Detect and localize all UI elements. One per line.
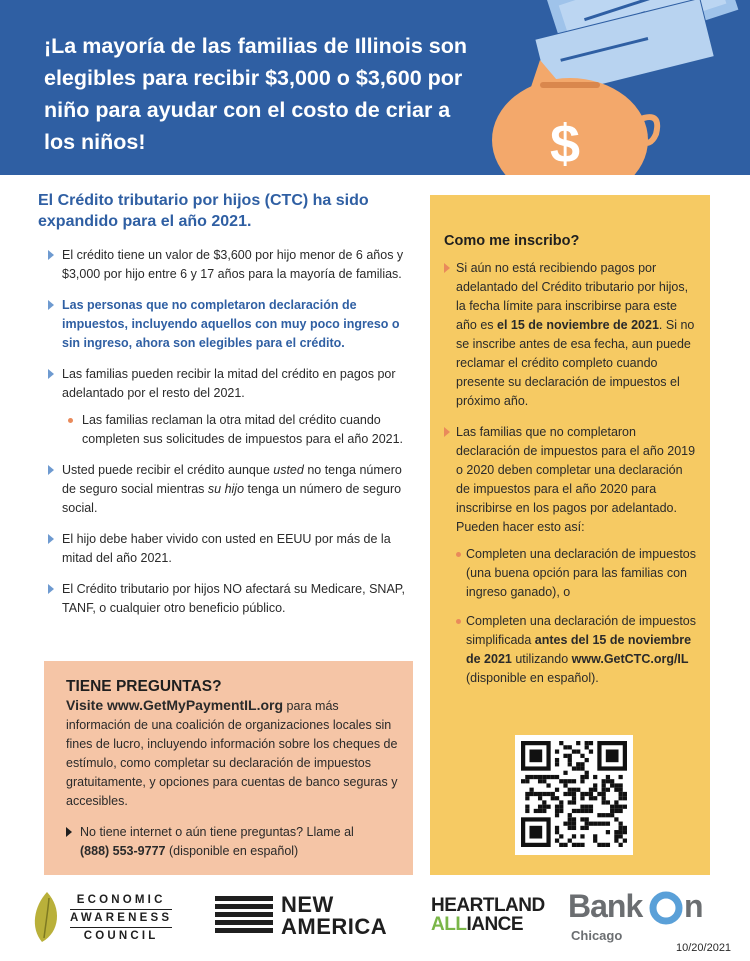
sub-list-item: Completen una declaración de impuestos simplificada antes del 15 de noviembre de 2021 utilizando www.GetCTC.org/IL (disponible en español). [444,612,698,688]
benefit-list [38,246,418,403]
bank-on-chicago-logo: Bank n Chicago [568,888,703,943]
dot-bullet-icon [456,619,461,624]
headline: ¡La mayoría de las familias de Illinois son elegibles para recibir $3,000 o $3,600 por niño para ayudar con el costo de criar a los niños! [44,34,467,154]
leaf-icon [30,888,64,944]
triangle-bullet-icon [48,465,54,475]
dot-bullet-icon [68,418,73,423]
list-item: El hijo debe haber vivido con usted en EEUU por más de la mitad del año 2021. [38,530,418,568]
triangle-bullet-icon [48,534,54,544]
list-item: Las personas que no completaron declaración de impuestos, incluyendo aquellos con muy poco ingreso o sin ingreso, ahora son elegibles para el crédito. [38,296,418,353]
enroll-list [444,259,698,537]
enroll-panel [430,195,710,875]
questions-box [44,661,413,875]
sponsor-logos [0,880,750,961]
ring-o-icon [648,890,684,926]
piggy-bank-illustration [470,0,750,175]
document-date: 10/20/2021 [676,942,732,954]
triangle-bullet-icon [48,250,54,260]
benefit-list-continued [38,461,418,618]
left-column [38,190,418,630]
triangle-bullet-icon [48,584,54,594]
triangle-bullet-icon [66,827,72,837]
dot-bullet-icon [456,552,461,557]
getctc-link[interactable]: www.GetCTC.org/IL [571,652,689,666]
header-banner [0,0,750,175]
list-item: Las familias pueden recibir la mitad del crédito en pagos por adelantado por el resto del 2021. [38,365,418,403]
list-item: El Crédito tributario por hijos NO afectará su Medicare, SNAP, TANF, o cualquier otro beneficio público. [38,580,418,618]
triangle-bullet-icon [48,369,54,379]
list-item: Si aún no está recibiendo pagos por adelantado del Crédito tributario por hijos, la fecha límite para inscribirse para este año es el 15 de noviembre de 2021. Si no se inscribe antes de esa fecha, aun puede reclamar el crédito completo cuando presente su declaración de impuestos el próximo año. [444,259,698,411]
qr-code[interactable] [515,735,633,855]
website-link[interactable]: Visite www.GetMyPaymentIL.org [66,697,284,713]
sub-list-item: Completen una declaración de impuestos (una buena opción para las familias con ingreso ganado), o [444,545,698,602]
heartland-alliance-logo: HEARTLAND ALLIANCE [431,895,545,935]
dollar-sign: $ [549,114,581,174]
triangle-bullet-icon [48,300,54,310]
sub-list-item: Las familias reclaman la otra mitad del crédito cuando completen sus solicitudes de impuestos para el año 2021. [38,411,418,449]
phone-number[interactable]: (888) 553-9777 [80,844,166,858]
list-item: Las familias que no completaron declaración de impuestos para el año 2019 o 2020 deben completar una declaración de impuestos para el año 2020 para inscribirse en los pagos por adelantado. Pueden hacer esto así: [444,423,698,537]
economic-awareness-council-logo: ECONOMIC AWARENESS COUNCIL [30,888,190,944]
piggy-bank-icon [470,0,750,175]
intro-heading: El Crédito tributario por hijos (CTC) ha sido expandido para el año 2021. [38,192,369,230]
qr-code-icon [521,741,627,849]
questions-text: Visite www.GetMyPaymentIL.org para más información de una coalición de organizaciones locales sin fines de lucro, incluyendo información sobre los cheques de estímulo, como completar su declaración de impuestos gratuitamente, y opciones para cuentas de banco seguras y accesibles. [66,697,398,808]
list-item: Usted puede recibir el crédito aunque usted no tenga número de seguro social mientras su hijo tenga un número de seguro social. [38,461,418,518]
enroll-title: Como me inscribo? [444,233,580,249]
triangle-bullet-icon [444,427,450,437]
bars-icon [215,896,273,936]
questions-title: TIENE PREGUNTAS? [66,678,222,695]
triangle-bullet-icon [444,263,450,273]
call-line: No tiene internet o aún tiene preguntas? Llame al (888) 553-9777 (disponible en español) [66,823,401,861]
list-item: El crédito tiene un valor de $3,600 por hijo menor de 6 años y $3,000 por hijo entre 6 y 17 años para la mayoría de familias. [38,246,418,284]
new-america-logo: NEW AMERICA [215,894,405,938]
